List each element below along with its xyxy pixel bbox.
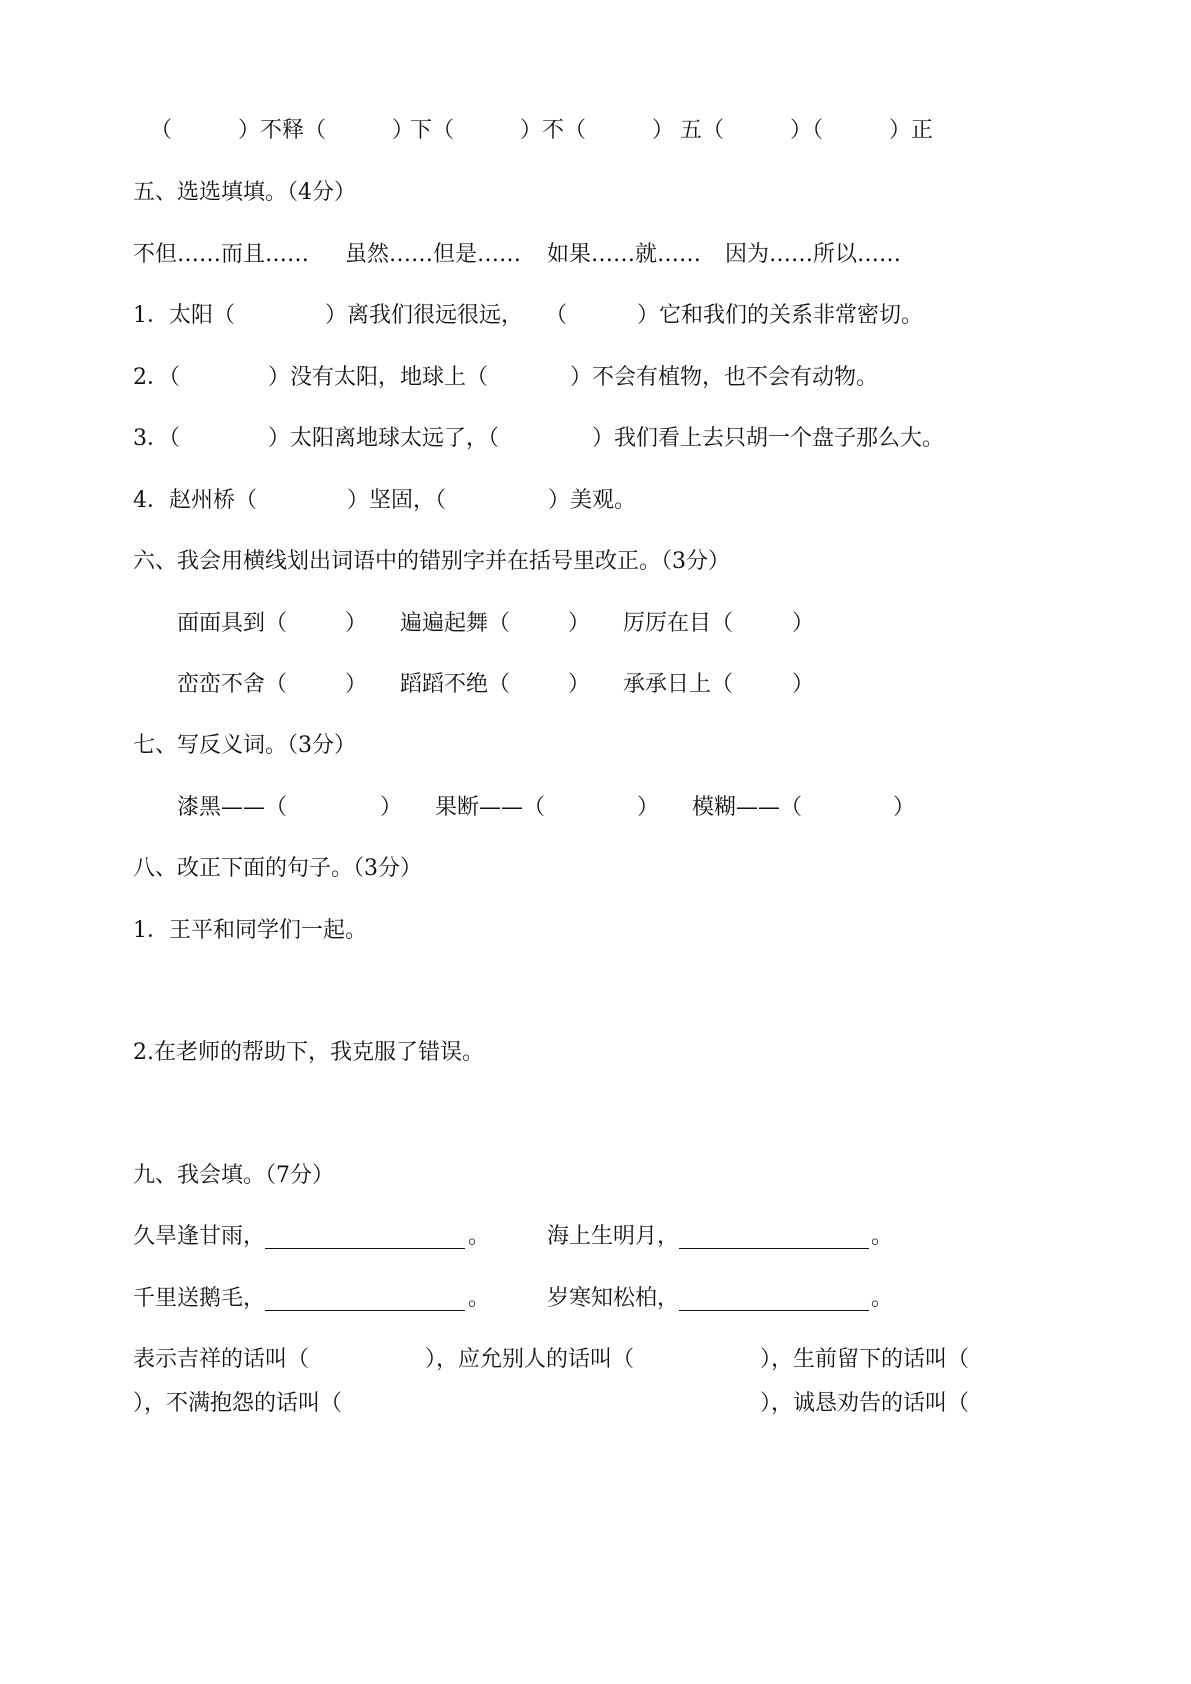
q5-item-3: 3．（ ）太阳离地球太远了，（ ）我们看上去只胡一个盘子那么大。: [133, 426, 945, 451]
answer-blank[interactable]: [679, 1310, 869, 1311]
q5-item-1: 1．太阳（ ）离我们很远很远， （ ）它和我们的关系非常密切。: [133, 303, 924, 328]
q5-option-3: 如果……就……: [547, 242, 702, 267]
q8-heading: 八、改正下面的句子。（3分）: [133, 856, 422, 881]
q4-tail-row: [0, 116, 934, 146]
q4-idiom-3: 五（ ）（ ）正: [680, 118, 934, 143]
q8-item-2: 2.在老师的帮助下，我克服了错误。: [133, 1040, 484, 1065]
q4-idiom-1: （ ）不释（ ）: [150, 118, 415, 143]
q7-heading: 七、写反义词。（3分）: [133, 733, 356, 758]
q5-options: [0, 240, 902, 270]
answer-blank[interactable]: [679, 1248, 869, 1249]
q5-option-1: 不但……而且……: [133, 242, 310, 267]
q5-item-4: 4．赵州桥（ ）坚固，（ ）美观。: [133, 488, 637, 513]
answer-blank[interactable]: [265, 1248, 465, 1249]
answer-blank[interactable]: [265, 1310, 465, 1311]
q9-poem-row-2: 千里送鹅毛， 。 岁寒知松柏， 。: [133, 1286, 894, 1311]
q6-row-2: 峦峦不舍（ ） 蹈蹈不绝（ ） 承承日上（ ）: [177, 672, 815, 697]
q5-option-2: 虽然……但是……: [345, 242, 522, 267]
q6-heading: 六、我会用横线划出词语中的错别字并在括号里改正。（3分）: [133, 549, 730, 574]
q4-idiom-2: 下（ ）不（ ）: [410, 118, 675, 143]
q5-item-2: 2．（ ）没有太阳，地球上（ ）不会有植物，也不会有动物。: [133, 365, 879, 390]
q6-row-1: 面面具到（ ） 遍遍起舞（ ） 厉厉在目（ ）: [177, 611, 815, 636]
q9-phrase-line-2: ），不满抱怨的话叫（ ），诚恳劝告的话叫（: [133, 1391, 970, 1416]
q5-option-4: 因为……所以……: [725, 242, 902, 267]
q5-heading: 五、选选填填。（4分）: [133, 180, 356, 205]
q9-phrase-line-1: 表示吉祥的话叫（ ），应允别人的话叫（ ），生前留下的话叫（: [133, 1347, 970, 1372]
q8-item-1: 1．王平和同学们一起。: [133, 918, 367, 943]
q9-poem-row-1: 久旱逢甘雨， 。 海上生明月， 。: [133, 1224, 894, 1249]
q7-items: 漆黑——（ ） 果断——（ ） 模糊——（ ）: [177, 795, 916, 820]
q9-heading: 九、我会填。（7分）: [133, 1163, 334, 1188]
